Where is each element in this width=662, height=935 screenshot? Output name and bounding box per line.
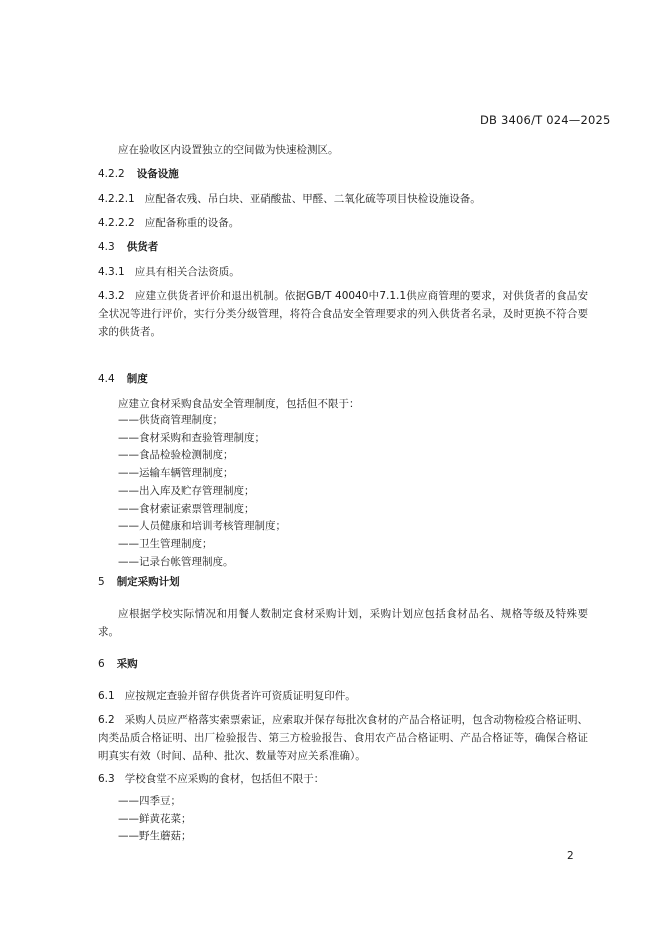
clause-4-3-1 — [98, 263, 240, 281]
section-4-2-2-heading — [98, 166, 179, 181]
clause-number: 4.2.2.2 — [98, 217, 135, 229]
list-item: ——食材索证索票管理制度； — [118, 502, 255, 515]
list-item: ——供货商管理制度； — [118, 414, 223, 426]
clause-6-3 — [98, 770, 324, 788]
list-item: ——食品检验检测制度； — [118, 449, 234, 462]
clause-number: 4.3.2 — [98, 290, 125, 302]
list-item: ——运输车辆管理制度； — [118, 467, 234, 480]
clause-6-2 — [98, 711, 588, 765]
clause-text: 学校食堂不应采购的食材，包括但不限于： — [124, 773, 325, 785]
policy-list — [118, 412, 286, 571]
document-id: DB 3406/T 024—2025 — [480, 113, 611, 127]
section-number: 6 — [98, 658, 105, 670]
clause-text: 应具有相关合法资质。 — [134, 266, 240, 278]
section-number: 4.4 — [98, 373, 115, 385]
section-number: 4.3 — [98, 241, 115, 253]
clause-4-2-2-2 — [98, 214, 239, 232]
clause-text: 应配备农残、吊白块、亚硝酸盐、甲醛、二氧化硫等项目快检设施设备。 — [144, 193, 481, 205]
clause-text: 应配备称重的设备。 — [144, 217, 240, 229]
section-title: 制度 — [126, 373, 148, 385]
section-6-heading — [98, 656, 138, 671]
list-item: ——野生蘑菇； — [118, 830, 192, 843]
clause-number: 4.2.2.1 — [98, 193, 135, 205]
clause-number: 6.1 — [98, 690, 115, 702]
list-item: ——四季豆； — [118, 795, 181, 807]
clause-number: 4.3.1 — [98, 266, 125, 278]
clause-number: 6.3 — [98, 773, 115, 785]
section-title: 供货者 — [126, 241, 159, 253]
prohibited-food-list — [118, 793, 192, 846]
clause-6-1 — [98, 687, 356, 705]
section-title: 制定采购计划 — [116, 576, 180, 588]
section-title: 采购 — [116, 658, 138, 670]
section-4-3-heading — [98, 239, 158, 254]
section-5-text: 应根据学校实际情况和用餐人数制定食材采购计划，采购计划应包括食材品名、规格等级及特殊要求。 — [98, 608, 588, 638]
clause-number: 6.2 — [98, 714, 115, 726]
list-item: ——卫生管理制度； — [118, 537, 213, 550]
list-item: ——记录台帐管理制度。 — [118, 555, 234, 568]
list-item: ——人员健康和培训考核管理制度； — [118, 520, 286, 533]
section-4-4-heading — [98, 371, 148, 386]
section-4-4-intro: 应建立食材采购食品安全管理制度，包括但不限于： — [118, 398, 360, 410]
intro-line: 应在验收区内设置独立的空间做为快速检测区。 — [118, 144, 339, 156]
list-item: ——食材采购和查验管理制度； — [118, 431, 265, 444]
clause-text: 应按规定查验并留存供货者许可资质证明复印件。 — [124, 690, 356, 702]
section-5-heading — [98, 574, 180, 589]
clause-4-3-2 — [98, 287, 588, 341]
clause-4-2-2-1 — [98, 190, 481, 208]
section-number: 4.2.2 — [98, 168, 125, 180]
clause-text: 应建立供货者评价和退出机制。依据GB/T 40040中7.1.1供应商管理的要求，对供货者的食品安全状况等进行评价，实行分类分级管理，将符合食品安全管理要求的列入供货者名录，及时更换不符合要求的供货者。 — [98, 290, 588, 338]
list-item: ——出入库及贮存管理制度； — [118, 484, 255, 497]
list-item: ——鲜黄花菜； — [118, 812, 192, 825]
page-number: 2 — [567, 850, 574, 862]
section-number: 5 — [98, 576, 105, 588]
section-title: 设备设施 — [136, 168, 179, 180]
clause-text: 采购人员应严格落实索票索证，应索取并保存每批次食材的产品合格证明，包含动物检疫合格证明、肉类品质合格证明、出厂检验报告、第三方检验报告、食用农产品合格证明、产品合格证等，确保合格证明真实有效（时间、品种、批次、数量等对应关系准确）。 — [98, 714, 588, 762]
